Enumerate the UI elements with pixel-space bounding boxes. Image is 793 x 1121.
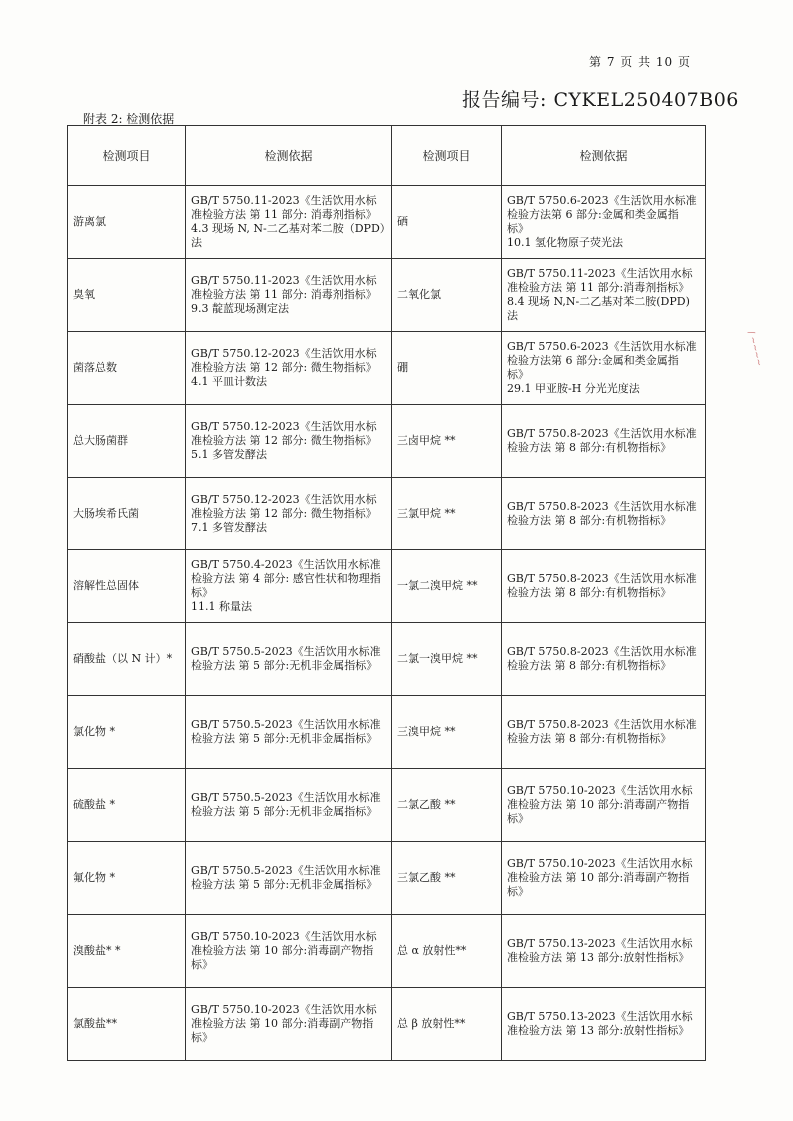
test-item: 臭氧 [68,258,186,331]
test-item: 菌落总数 [68,331,186,404]
report-number: 报告编号: CYKEL250407B06 [462,89,739,111]
test-basis: GB/T 5750.4-2023《生活饮用水标准检验方法 第 4 部分: 感官性状和物理指标》 11.1 称量法 [186,550,392,623]
table-row [68,186,706,259]
page-number: 第 7 页 共 10 页 [589,55,691,69]
test-basis: GB/T 5750.8-2023《生活饮用水标准检验方法 第 8 部分:有机物指标》 [502,623,706,696]
table-row [68,477,706,550]
column-header: 检测依据 [502,126,706,186]
column-header: 检测项目 [68,126,186,186]
test-item: 硝酸盐（以 N 计）* [68,623,186,696]
test-item: 三氯乙酸 ** [392,842,502,915]
test-item: 氟化物 * [68,842,186,915]
column-header: 检测依据 [186,126,392,186]
table-row [68,258,706,331]
detection-basis-table [67,125,706,1061]
test-item: 总 α 放射性** [392,914,502,987]
test-item: 一氯二溴甲烷 ** [392,550,502,623]
test-item: 硫酸盐 * [68,769,186,842]
test-item: 总大肠菌群 [68,404,186,477]
test-basis: GB/T 5750.10-2023《生活饮用水标准检验方法 第 10 部分:消毒副产物指标》 [502,769,706,842]
test-basis: GB/T 5750.6-2023《生活饮用水标准检验方法第 6 部分:金属和类金属指标》 10.1 氢化物原子荧光法 [502,186,706,259]
test-basis: GB/T 5750.5-2023《生活饮用水标准检验方法 第 5 部分:无机非金属指标》 [186,696,392,769]
test-basis: GB/T 5750.8-2023《生活饮用水标准检验方法 第 8 部分:有机物指标》 [502,696,706,769]
table-row [68,550,706,623]
table-row [68,769,706,842]
test-basis: GB/T 5750.11-2023《生活饮用水标准检验方法 第 11 部分: 消毒剂指标》 9.3 靛蓝现场测定法 [186,258,392,331]
margin-handwriting: / ~~~~ [745,330,764,368]
test-basis: GB/T 5750.5-2023《生活饮用水标准检验方法 第 5 部分:无机非金属指标》 [186,769,392,842]
test-basis: GB/T 5750.12-2023《生活饮用水标准检验方法 第 12 部分: 微生物指标》 4.1 平皿计数法 [186,331,392,404]
test-basis: GB/T 5750.8-2023《生活饮用水标准检验方法 第 8 部分:有机物指标》 [502,550,706,623]
appendix-title: 附表 2: 检测依据 [83,112,175,126]
test-basis: GB/T 5750.8-2023《生活饮用水标准检验方法 第 8 部分:有机物指标》 [502,404,706,477]
table-row [68,914,706,987]
test-basis: GB/T 5750.10-2023《生活饮用水标准检验方法 第 10 部分:消毒副产物指标》 [186,987,392,1060]
table-row [68,842,706,915]
test-item: 二氧化氯 [392,258,502,331]
test-item: 硼 [392,331,502,404]
test-item: 总 β 放射性** [392,987,502,1060]
test-basis: GB/T 5750.10-2023《生活饮用水标准检验方法 第 10 部分:消毒副产物指标》 [186,914,392,987]
test-item: 氯酸盐** [68,987,186,1060]
test-basis: GB/T 5750.5-2023《生活饮用水标准检验方法 第 5 部分:无机非金属指标》 [186,623,392,696]
test-item: 溴酸盐* * [68,914,186,987]
test-item: 二氯一溴甲烷 ** [392,623,502,696]
test-item: 三卤甲烷 ** [392,404,502,477]
test-basis: GB/T 5750.13-2023《生活饮用水标准检验方法 第 13 部分:放射性指标》 [502,914,706,987]
test-item: 三氯甲烷 ** [392,477,502,550]
test-basis: GB/T 5750.11-2023《生活饮用水标准检验方法 第 11 部分: 消毒剂指标》 4.3 现场 N, N-二乙基对苯二胺（DPD）法 [186,186,392,259]
test-item: 大肠埃希氏菌 [68,477,186,550]
test-item: 氯化物 * [68,696,186,769]
table-row [68,696,706,769]
table-header-row [68,126,706,186]
column-header: 检测项目 [392,126,502,186]
test-item: 二氯乙酸 ** [392,769,502,842]
table-row [68,623,706,696]
test-item: 硒 [392,186,502,259]
table-row [68,987,706,1060]
test-basis: GB/T 5750.5-2023《生活饮用水标准检验方法 第 5 部分:无机非金属指标》 [186,842,392,915]
test-item: 游离氯 [68,186,186,259]
test-basis: GB/T 5750.11-2023《生活饮用水标准检验方法 第 11 部分:消毒剂指标》 8.4 现场 N,N-二乙基对苯二胺(DPD)法 [502,258,706,331]
test-basis: GB/T 5750.10-2023《生活饮用水标准检验方法 第 10 部分:消毒副产物指标》 [502,842,706,915]
table-row [68,404,706,477]
table-row [68,331,706,404]
test-basis: GB/T 5750.6-2023《生活饮用水标准检验方法第 6 部分:金属和类金属指标》 29.1 甲亚胺-H 分光光度法 [502,331,706,404]
test-basis: GB/T 5750.12-2023《生活饮用水标准检验方法 第 12 部分: 微生物指标》 5.1 多管发酵法 [186,404,392,477]
test-basis: GB/T 5750.8-2023《生活饮用水标准检验方法 第 8 部分:有机物指标》 [502,477,706,550]
test-item: 溶解性总固体 [68,550,186,623]
test-basis: GB/T 5750.13-2023《生活饮用水标准检验方法 第 13 部分:放射性指标》 [502,987,706,1060]
test-item: 三溴甲烷 ** [392,696,502,769]
test-basis: GB/T 5750.12-2023《生活饮用水标准检验方法 第 12 部分: 微生物指标》 7.1 多管发酵法 [186,477,392,550]
